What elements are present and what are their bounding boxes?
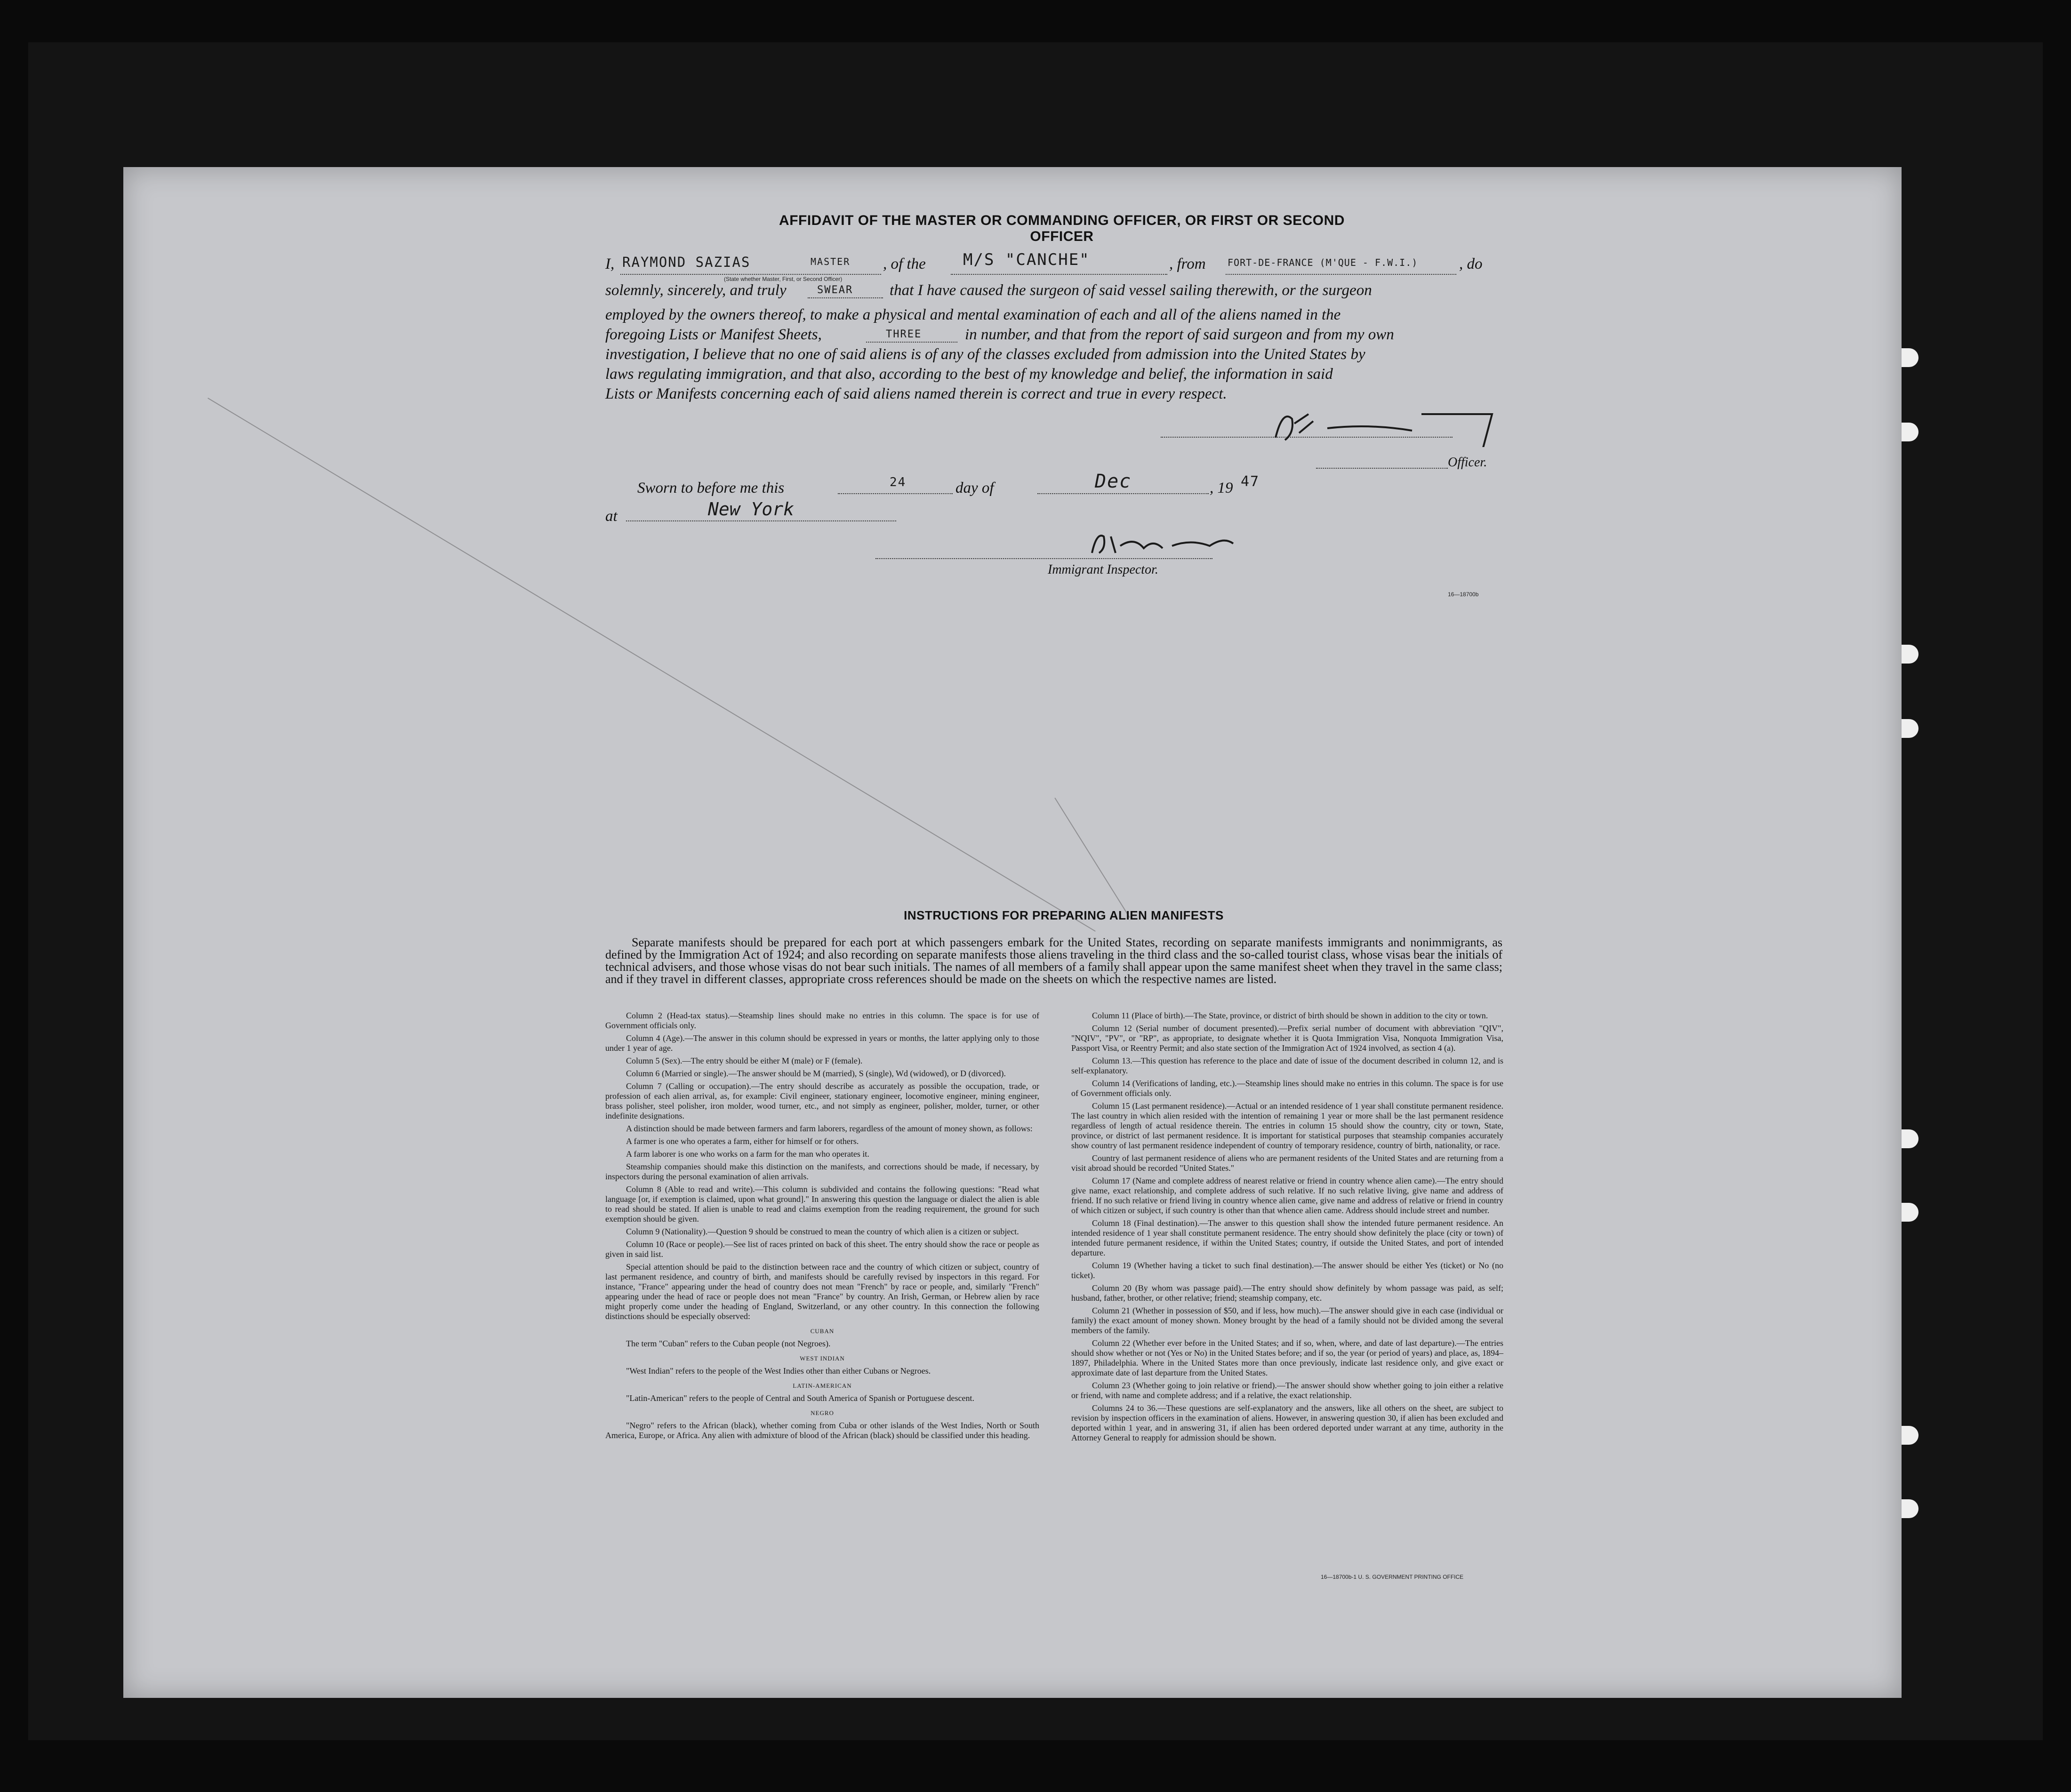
line2-b: that I have caused the surgeon of said vessel sailing therewith, or the surgeon xyxy=(890,282,1372,299)
place-handwritten: New York xyxy=(708,499,795,520)
instruction-paragraph: Column 23 (Whether going to join relative or friend).—The answer should show whether going to join either a relative or friend, with name and complete address; and if a relative, the exact relationship. xyxy=(1071,1381,1503,1400)
instruction-paragraph: Column 2 (Head-tax status).—Steamship lines should make no entries in this column. The space is for use of Government officials only. xyxy=(605,1011,1039,1030)
west-indian-text: "West Indian" refers to the people of the West Indies other than either Cubans or Negroes. xyxy=(626,1366,931,1376)
sheets-handwritten: THREE xyxy=(886,328,922,340)
sworn-label: Sworn to before me this xyxy=(637,480,785,496)
instruction-paragraph: Column 15 (Last permanent residence).—Actual or an intended residence of 1 year shall constitute permanent residence. The last country in which alien resided with the intention of remaining 1 year or more shall be the last permanent residence regardless of length of actual residence therein. The entries in column 15 should show the country, city or town, State, province, or district of last permanent residence. It is important for statistical purposes that steamship companies accurately show country of last permanent residence independent of country of temporary residence, country of birth, nationality, or race. xyxy=(1071,1101,1503,1150)
west-indian-heading: WEST INDIAN xyxy=(800,1355,845,1362)
vessel-handwritten: M/S "CANCHE" xyxy=(963,250,1090,269)
name-line xyxy=(620,274,881,275)
oath-handwritten: SWEAR xyxy=(817,284,853,296)
day-of-label: day of xyxy=(955,480,994,496)
port-line xyxy=(1226,274,1456,275)
latin-american-text: "Latin-American" refers to the people of Central and South America of Spanish or Portuguese descent. xyxy=(626,1393,974,1403)
instructions-footer: 16—18700b-1 U. S. GOVERNMENT PRINTING OFFICE xyxy=(1321,1574,1464,1580)
affidavit-form-number: 16—18700b xyxy=(1448,591,1479,598)
instruction-paragraph: Column 11 (Place of birth).—The State, province, or district of birth should be shown in addition to the city or town. xyxy=(1092,1011,1488,1020)
place-line xyxy=(626,520,896,521)
instruction-paragraph: Columns 24 to 36.—These questions are self-explanatory and the answers, like all others on the sheet, are subject to revision by inspection officers in the examination of aliens. However, in answering question 30, if alien has been excluded and deported within 1 year, and in answering 31, if alien has been ordered deported under warrant at any time, authority in the Attorney General to reapply for admission should be shown. xyxy=(1071,1403,1503,1442)
affidavit-line-3: employed by the owners thereof, to make a physical and mental examination of each and all of the aliens named in the xyxy=(605,306,1341,323)
rank-handwritten: MASTER xyxy=(811,256,851,267)
name-handwritten: RAYMOND SAZIAS xyxy=(622,254,751,270)
officer-signature-line-2 xyxy=(1316,468,1448,469)
instruction-paragraph: A farm laborer is one who works on a farm for the man who operates it. xyxy=(626,1149,869,1159)
instructions-left-column xyxy=(605,1011,1039,1443)
instruction-paragraph: Column 5 (Sex).—The entry should be either M (male) or F (female). xyxy=(626,1056,863,1065)
instruction-paragraph: Column 12 (Serial number of document presented).—Prefix serial number of document with abbreviation "QIV", "NQIV", "PV", or "RP", as appropriate, to designate whether it is Quota Immigration Visa, Nonquota Immigration Visa, Passport Visa, or Reentry Permit; and also state section of the Immigration Act of 1924 involved, as section 4 (a). xyxy=(1071,1024,1503,1053)
do-label: , do xyxy=(1459,256,1483,272)
instruction-paragraph: Column 21 (Whether in possession of $50, and if less, how much).—The answer should give in each case (individual or family) the exact amount of money shown. Money brought by the head of a family should not be divided among the several members of the family. xyxy=(1071,1306,1503,1335)
affidavit-line-5: investigation, I believe that no one of said aliens is of any of the classes excluded from admission into the United States by xyxy=(605,346,1365,363)
instruction-paragraph: Column 17 (Name and complete address of nearest relative or friend in country whence alien came).—The entry should give name, exact relationship, and complete address of such relative. If no such relative living, give name and address of friend. If no such relative or friend living in country whence alien came, give name and address of relative or friend in country of which citizen or subject, if such country is other than that whence alien came. Address should include street and number. xyxy=(1071,1176,1503,1215)
year-prefix: , 19 xyxy=(1210,480,1233,496)
inspector-signature xyxy=(1083,527,1243,560)
of-the-label: , of the xyxy=(883,256,926,272)
cuban-text: The term "Cuban" refers to the Cuban people (not Negroes). xyxy=(626,1339,831,1348)
instructions-right-column xyxy=(1071,1011,1503,1446)
inspector-signature-line xyxy=(875,558,1212,559)
instruction-paragraph: Column 6 (Married or single).—The answer should be M (married), S (single), Wd (widowed), or D (divorced). xyxy=(626,1069,1006,1078)
cuban-heading: CUBAN xyxy=(810,1328,835,1335)
at-label: at xyxy=(605,508,618,525)
instruction-paragraph: Column 4 (Age).—The answer in this column should be expressed in years or months, the latter applying only to those under 1 year of age. xyxy=(605,1033,1039,1053)
affidavit-title: AFFIDAVIT OF THE MASTER OR COMMANDING OFFICER, OR FIRST OR SECOND OFFICER xyxy=(779,213,1345,244)
instruction-paragraph: Column 18 (Final destination).—The answer to this question shall show the intended future permanent residence. An intended residence of 1 year shall constitute permanent residence. The entry should show definitely the place (city or town) of intended future permanent residence, if within the United States; country, if outside the United States, and port of intended departure. xyxy=(1071,1218,1503,1257)
line4-a: foregoing Lists or Manifest Sheets, xyxy=(605,326,822,343)
officer-label: Officer. xyxy=(1448,455,1487,470)
oath-line xyxy=(808,297,883,298)
instruction-paragraph: Column 9 (Nationality).—Question 9 should be construed to mean the country of which alien is a citizen or subject. xyxy=(626,1227,1019,1236)
instruction-paragraph: Column 22 (Whether ever before in the United States; and if so, when, where, and date of last departure).—The entries should show whether or not (Yes or No) in the United States before; and if so, the year (or period of years) and place, as, 1894–1897, Philadelphia. Where in the United States more than once previously, indicate last residence only, and give exact or approximate date of last departure from the United States. xyxy=(1071,1338,1503,1377)
instruction-paragraph: Special attention should be paid to the distinction between race and the country of which citizen or subject, country of last permanent residence, and country of birth, and manifests should be carefully revised by inspectors in this regard. For instance, "France" appearing under the head of country does not mean "French" by race or people, and, similarly "French" appearing under the head of race or people does not mean "France" by country. An Irish, German, or Hebrew alien by race might properly come under the heading of England, Switzerland, or any other country. In this connection the following distinctions should be especially observed: xyxy=(605,1262,1039,1321)
paper-crease xyxy=(1054,798,1130,918)
instruction-paragraph: A distinction should be made between farmers and farm laborers, regardless of the amount of money shown, as follows: xyxy=(626,1124,1033,1133)
instruction-paragraph: Steamship companies should make this distinction on the manifests, and corrections should be made, if necessary, by inspectors during the personal examination of alien arrivals. xyxy=(605,1162,1039,1181)
officer-signature xyxy=(1266,405,1501,447)
instruction-paragraph: A farmer is one who operates a farm, either for himself or for others. xyxy=(626,1136,859,1146)
negro-text: "Negro" refers to the African (black), whether coming from Cuba or other islands of the West Indies, North or South America, Europe, or Africa. Any alien with admixture of blood of the African (black) should be classified under this heading. xyxy=(605,1421,1039,1440)
instruction-paragraph: Column 8 (Able to read and write).—This column is subdivided and contains the following questions: "Read what language [or, if exemption is claimed, upon what ground]." In answering this question the language or dialect the alien is able to read should be stated. If alien is unable to read and claims exemption from the reading requirement, the ground for such exemption should be given. xyxy=(605,1184,1039,1224)
instruction-paragraph: Country of last permanent residence of aliens who are permanent residents of the United States and are returning from a visit abroad should be recorded "United States." xyxy=(1071,1153,1503,1173)
day-line xyxy=(838,493,953,494)
instruction-paragraph: Column 10 (Race or people).—See list of races printed on back of this sheet. The entry should show the race or people as given in said list. xyxy=(605,1240,1039,1259)
inspector-label: Immigrant Inspector. xyxy=(1048,562,1158,577)
instruction-paragraph: Column 20 (By whom was passage paid).—The entry should show definitely by whom passage was paid, as self; husband, father, brother, or other relative; friend; steamship company, etc. xyxy=(1071,1283,1503,1303)
month-handwritten: Dec xyxy=(1095,471,1132,492)
year-handwritten: 47 xyxy=(1241,473,1260,490)
rank-caption: (State whether Master, First, or Second Officer) xyxy=(724,276,843,282)
instructions-title: INSTRUCTIONS FOR PREPARING ALIEN MANIFESTS xyxy=(904,908,1224,922)
latin-american-heading: LATIN-AMERICAN xyxy=(793,1382,852,1389)
month-line xyxy=(1037,493,1209,494)
affidavit-line-6: laws regulating immigration, and that also, according to the best of my knowledge and belief, the information in said xyxy=(605,366,1333,383)
port-handwritten: FORT-DE-FRANCE (M'QUE - F.W.I.) xyxy=(1228,257,1418,268)
sheets-line xyxy=(866,342,957,343)
line4-b: in number, and that from the report of said surgeon and from my own xyxy=(965,326,1394,343)
vessel-line xyxy=(951,274,1167,275)
instruction-paragraph: Column 13.—This question has reference to the place and date of issue of the document described in column 12, and is self-explanatory. xyxy=(1071,1056,1503,1075)
instruction-paragraph: Column 7 (Calling or occupation).—The entry should describe as accurately as possible the occupation, trade, or profession of each alien arrival, as, for example: Civil engineer, stationary engineer, locomotive engineer, mining engineer, brass polisher, steel polisher, iron molder, wood turner, etc., and not simply as engineer, polisher, molder, turner, or other indefinite designations. xyxy=(605,1081,1039,1120)
instruction-paragraph: Column 14 (Verifications of landing, etc.).—Steamship lines should make no entries in this column. The space is for use of Government officials only. xyxy=(1071,1079,1503,1098)
negro-heading: NEGRO xyxy=(811,1409,834,1416)
affidavit-line-7: Lists or Manifests concerning each of said aliens named therein is correct and true in every respect. xyxy=(605,385,1227,402)
instruction-paragraph: Column 19 (Whether having a ticket to such final destination).—The answer should be either Yes (ticket) or No (no ticket). xyxy=(1071,1261,1503,1280)
instructions-intro: Separate manifests should be prepared for each port at which passengers embark for the United States, recording on separate manifests immigrants and nonimmigrants, as defined by the Immigration Act of 1924; and also recording on separate manifests those aliens traveling in the third class and the so-called tourist class, whose visas bear the initials of technical advisers, and those whose visas do not bear such initials. The names of all members of a family shall appear upon the same manifest sheet when they travel in the same class; and if they travel in different classes, appropriate cross references should be made on the sheets on which the respective names are listed. xyxy=(605,936,1502,986)
line2-a: solemnly, sincerely, and truly xyxy=(605,282,787,299)
from-label: , from xyxy=(1169,256,1206,272)
day-handwritten: 24 xyxy=(890,475,907,489)
i-label: I, xyxy=(605,256,615,272)
